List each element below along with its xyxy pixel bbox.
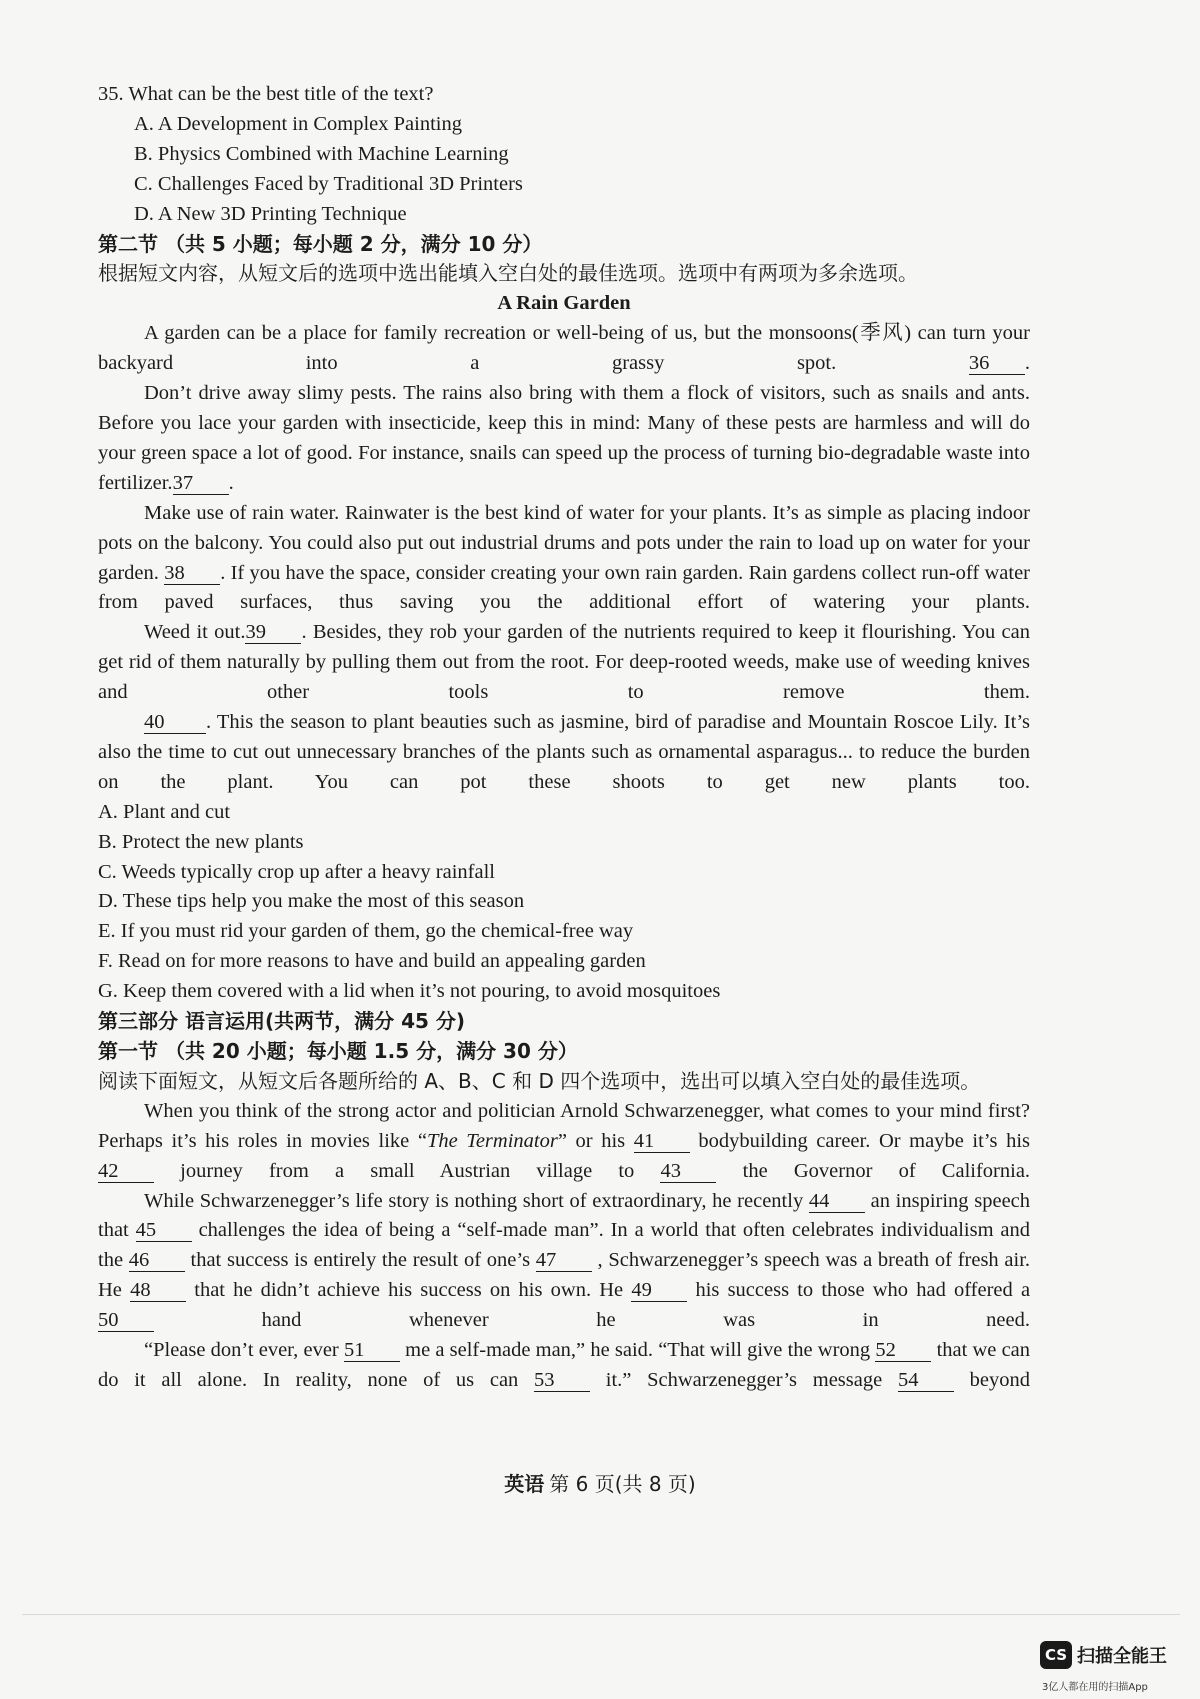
- part-3-heading: 第三部分 语言运用(共两节，满分 45 分): [98, 1009, 466, 1034]
- camscanner-name: 扫描全能王: [1077, 1646, 1167, 1667]
- blank-46: 46: [129, 1249, 185, 1272]
- blank-38: 38: [164, 562, 220, 585]
- question-35-option-b: B. Physics Combined with Machine Learning: [134, 142, 509, 165]
- part-3-instruction: 阅读下面短文，从短文后各题所给的 A、B、C 和 D 四个选项中，选出可以填入空白处的最佳选项。: [98, 1068, 981, 1093]
- cloze-paragraph-3: “Please don’t ever, ever 51 me a self-made man,” he said. “That will give the wrong 52 that we can do it all alone. In reality, none of us can 53 it.” Schwarzenegger’s message 54 beyond: [98, 1339, 1031, 1391]
- option-b: B. Protect the new plants: [98, 830, 304, 853]
- question-35-option-c: C. Challenges Faced by Traditional 3D Printers: [134, 172, 523, 195]
- cloze-paragraph-2: While Schwarzenegger’s life story is nothing short of extraordinary, he recently 44 an inspiring speech that 45 challenges the idea of being a “self-made man”. In a world that often celebrates individualism and the 46 that success is entirely the result of one’s 47 , Schwarzenegger’s speech was a breath of fresh air. He 48 that he didn’t achieve his success on his own. He 49 his success to those who had offered a 50 hand whenever he was in need.: [98, 1189, 1031, 1332]
- blank-49: 49: [631, 1279, 687, 1302]
- option-e: E. If you must rid your garden of them, go the chemical-free way: [98, 920, 634, 943]
- section-2-heading: 第二节 （共 5 小题；每小题 2 分，满分 10 分）: [98, 231, 543, 256]
- page-footer: [0, 1468, 1200, 1497]
- blank-54: 54: [898, 1369, 954, 1392]
- blank-47: 47: [536, 1249, 592, 1272]
- camscanner-watermark: [1040, 1641, 1167, 1669]
- blank-42: 42: [98, 1160, 154, 1183]
- blank-51: 51: [344, 1339, 400, 1362]
- option-g: G. Keep them covered with a lid when it’s not pouring, to avoid mosquitoes: [98, 980, 721, 1003]
- camscanner-logo-icon: CS: [1040, 1641, 1072, 1669]
- question-35-option-a: A. A Development in Complex Painting: [134, 112, 462, 135]
- blank-45: 45: [136, 1219, 192, 1242]
- section-2-instruction: 根据短文内容，从短文后的选项中选出能填入空白处的最佳选项。选项中有两项为多余选项。: [98, 261, 918, 286]
- blank-41: 41: [634, 1130, 690, 1153]
- blank-44: 44: [809, 1190, 865, 1213]
- blank-43: 43: [660, 1160, 716, 1183]
- scan-edge-divider: [22, 1614, 1180, 1615]
- part-3-sub-heading: 第一节 （共 20 小题；每小题 1.5 分，满分 30 分）: [98, 1039, 578, 1063]
- blank-52: 52: [875, 1339, 931, 1362]
- camscanner-tagline: 3亿人都在用的扫描App: [1042, 1682, 1148, 1693]
- passage-title: A Rain Garden: [497, 292, 631, 315]
- footer-page-number: 第 6 页(共 8 页): [549, 1472, 696, 1496]
- film-title: The Terminator: [426, 1129, 558, 1152]
- passage-paragraph-1: A garden can be a place for family recreation or well-being of us, but the monsoons(季风) can turn your backyard into a grassy spot. 36 .: [98, 322, 1031, 375]
- passage-paragraph-3: Make use of rain water. Rainwater is the best kind of water for your plants. It’s as simple as placing indoor pots on the balcony. You could also put out industrial drums and pots under the rain to load up on water for your garden. 38 . If you have the space, consider creating your own rain garden. Rain gardens collect run-off water from paved surfaces, thus saving you the additional effort of watering your plants.: [98, 501, 1030, 614]
- question-35-stem: 35. What can be the best title of the text?: [98, 83, 434, 105]
- option-d: D. These tips help you make the most of this season: [98, 890, 525, 913]
- passage-paragraph-4: Weed it out.39 . Besides, they rob your garden of the nutrients required to keep it flourishing. You can get rid of them naturally by pulling them out from the root. For deep-rooted weeds, make use of weeding knives and other tools to remove them.: [98, 621, 1031, 704]
- blank-39: 39: [245, 621, 301, 644]
- option-f: F. Read on for more reasons to have and build an appealing garden: [98, 950, 646, 973]
- question-35-option-d: D. A New 3D Printing Technique: [134, 202, 407, 225]
- passage-paragraph-5: 40 . This the season to plant beauties such as jasmine, bird of paradise and Mountain Roscoe Lily. It’s also the time to cut out unnecessary branches of the plants such as ornamental asparagus... to reduce the burden on the plant. You can pot these shoots to get new plants too.: [98, 711, 1030, 793]
- page-content: [98, 80, 1030, 1396]
- option-a: A. Plant and cut: [98, 800, 231, 823]
- cloze-paragraph-1: When you think of the strong actor and politician Arnold Schwarzenegger, what comes to your mind first? Perhaps it’s his roles in movies like “The Terminator” or his 41 bodybuilding career. Or maybe it’s his 42 journey from a small Austrian village to 43 the Governor of California.: [98, 1099, 1031, 1182]
- blank-50: 50: [98, 1309, 154, 1332]
- option-c: C. Weeds typically crop up after a heavy rainfall: [98, 860, 495, 883]
- blank-37: 37: [173, 472, 229, 495]
- blank-36: 36: [969, 352, 1025, 375]
- footer-subject: 英语: [504, 1472, 545, 1496]
- blank-40: 40: [144, 711, 206, 734]
- blank-48: 48: [130, 1279, 186, 1302]
- passage-paragraph-2: Don’t drive away slimy pests. The rains also bring with them a flock of visitors, such as snails and ants. Before you lace your garden with insecticide, keep this in mind: Many of these pests are harmless and will do your green space a lot of good. For instance, snails can speed up the process of turning bio-degradable waste into fertilizer.37 .: [98, 382, 1030, 494]
- blank-53: 53: [534, 1369, 590, 1392]
